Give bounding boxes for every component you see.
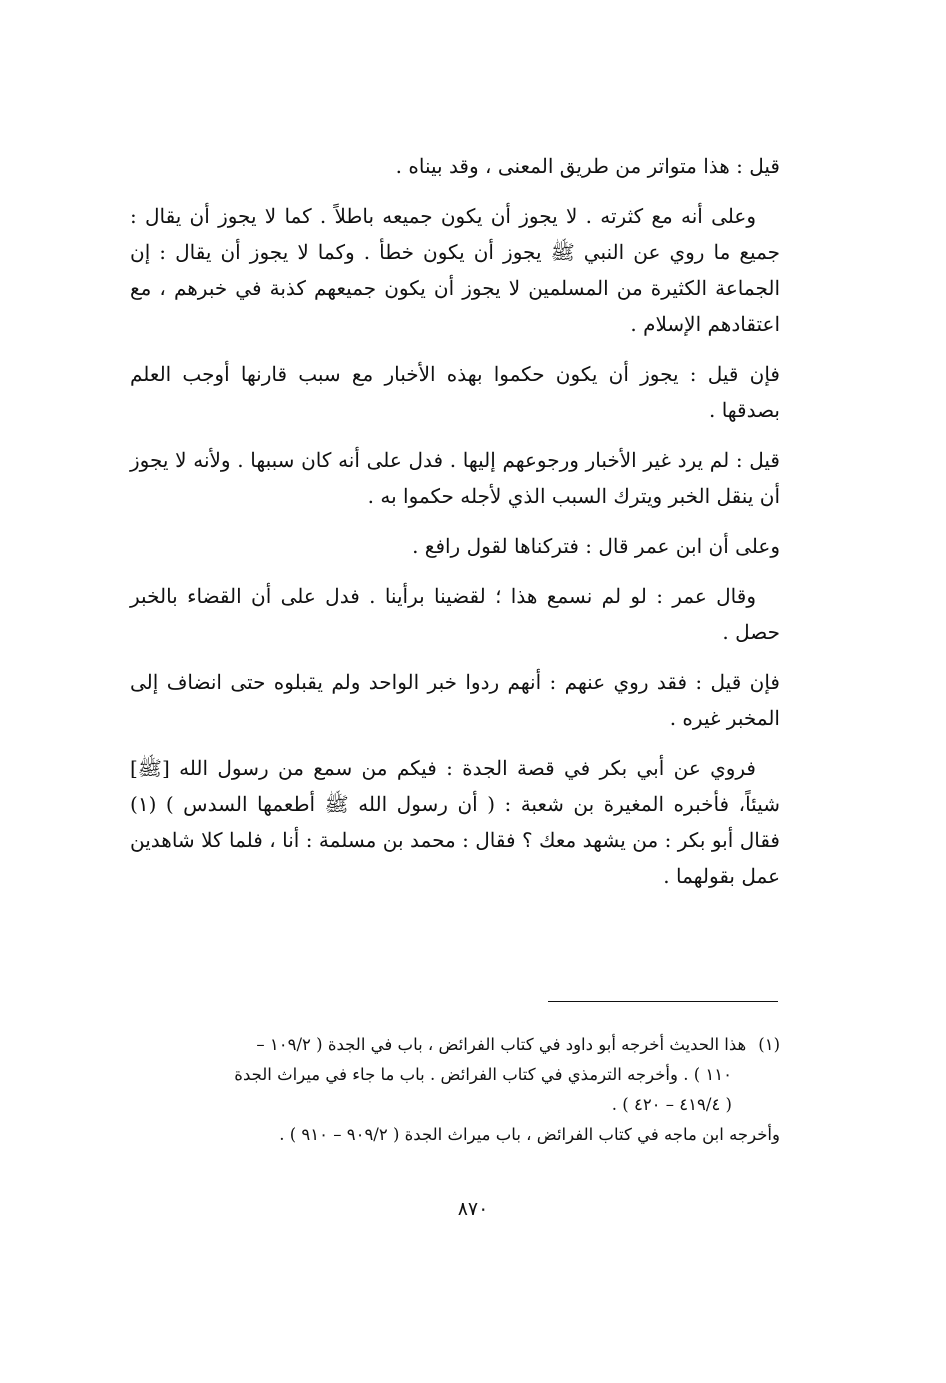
paragraph-3: فإن قيل : يجوز أن يكون حكموا بهذه الأخبار مع سبب قارنها أوجب العلم بصدقها . (130, 362, 780, 422)
paragraph-4: قيل : لم يرد غير الأخبار ورجوعهم إليها . فدل على أنه كان سببها . ولأنه لا يجوز أن ينقل الخبر ويترك السبب الذي لأجله حكموا به . (130, 448, 780, 508)
paragraph-5: وعلى أن ابن عمر قال : فتركناها لقول رافع . (412, 534, 780, 558)
footnote-text-1: هذا الحديث أخرجه أبو داود في كتاب الفرائض ، باب في الجدة ( ١٠٩/٢ – (256, 1035, 747, 1054)
paragraph-8: فروي عن أبي بكر في قصة الجدة : فيكم من سمع من رسول الله [ﷺ] شيئاً، فأخبره المغيرة بن شعبة : ( أن رسول الله ﷺ أطعمها السدس ) (١) فقال أبو بكر : من يشهد معك ؟ فقال : محمد بن مسلمة : أنا ، فلما كلا شاهدين عمل بقولهما . (130, 756, 780, 888)
paragraph-1: قيل : هذا متواتر من طريق المعنى ، وقد بيناه . (395, 154, 780, 178)
footnote-line-3: ( ٤١٩/٤ – ٤٢٠ ) . (611, 1095, 732, 1114)
footnote-separator (548, 1001, 778, 1002)
main-text (130, 148, 780, 908)
footnote-line-1 (140, 1030, 780, 1060)
footnote-number: (١) (758, 1035, 780, 1054)
page-number: ٨٧٠ (457, 1198, 489, 1220)
footnote-line-2: ١١٠ ) . وأخرجه الترمذي في كتاب الفرائض . باب ما جاء في ميراث الجدة (234, 1065, 732, 1084)
footnotes (140, 1030, 780, 1150)
paragraph-2: وعلى أنه مع كثرته . لا يجوز أن يكون جميعه باطلاً . كما لا يجوز أن يقال : جميع ما روي عن النبي ﷺ يجوز أن يكون خطأ . وكما لا يجوز أن يقال : إن الجماعة الكثيرة من المسلمين لا يجوز أن يكون جميعهم كذبة في خبرهم ، مع اعتقادهم الإسلام . (130, 204, 780, 336)
footnote-line-4: وأخرجه ابن ماجه في كتاب الفرائض ، باب ميراث الجدة ( ٩٠٩/٢ – ٩١٠ ) . (279, 1125, 780, 1144)
paragraph-7: فإن قيل : فقد روي عنهم : أنهم ردوا خبر الواحد ولم يقبلوه حتى انضاف إلى المخبر غيره . (130, 670, 780, 730)
paragraph-6: وقال عمر : لو لم نسمع هذا ؛ لقضينا برأينا . فدل على أن القضاء بالخبر حصل . (130, 584, 780, 644)
